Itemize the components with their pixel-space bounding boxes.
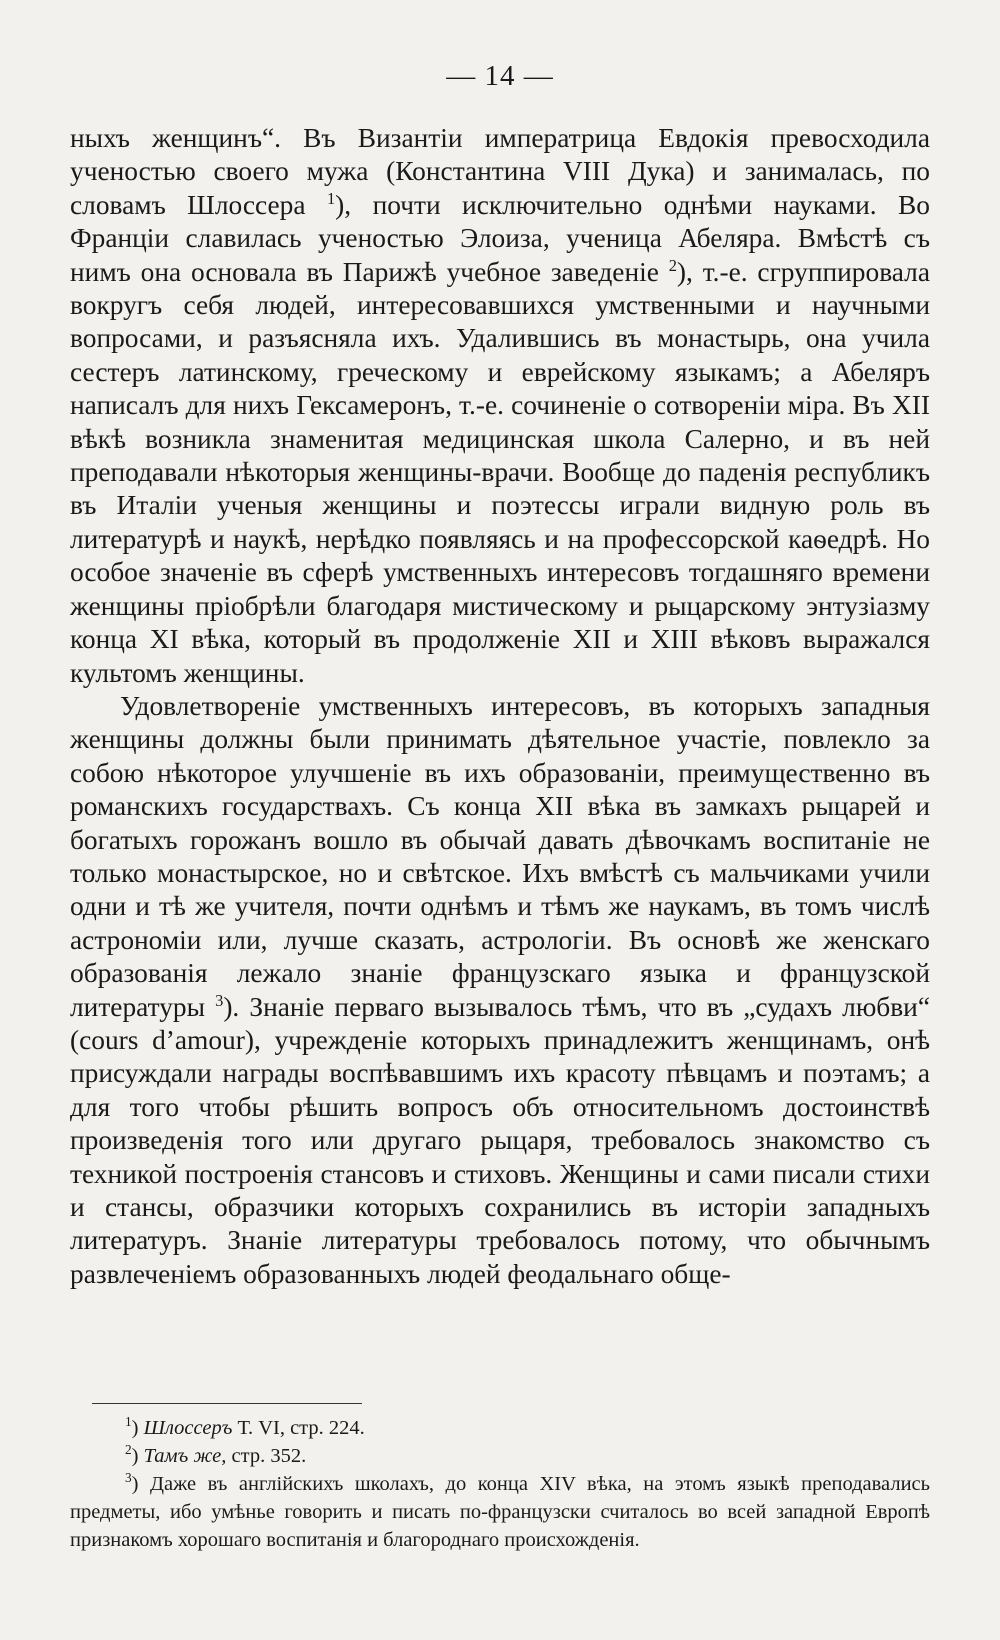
footnote-reference-1: 1 — [326, 188, 336, 208]
paragraph-1 — [70, 122, 930, 690]
footnote-2: $^2$) Тамъ же, стр. 352. — [125, 1442, 307, 1467]
footnote-text: Т. VI, стр. 224. — [232, 1417, 365, 1439]
footnote-text: стр. 352. — [226, 1445, 307, 1467]
footnote-3: $^3$) Даже въ англійскихъ школахъ, до конца XIV вѣка, на этомъ языкѣ преподавались предметы, ибо умѣнье говорить и писать по-французски считалось во всей западной Европѣ признакомъ хорошаго воспитанія и благороднаго происхожденія. — [70, 1470, 930, 1551]
footnote-mark: 3 — [125, 1470, 132, 1486]
footnote-mark: 2 — [125, 1442, 132, 1458]
footnote-reference-2: 2 — [668, 255, 677, 275]
footnote-italic: Шлоссеръ — [143, 1417, 233, 1439]
footnote-reference-3: 3 — [215, 990, 224, 1010]
page-number: — 14 — — [446, 60, 554, 92]
footnotes — [70, 1414, 930, 1554]
footnote-divider — [92, 1403, 362, 1404]
footnote-italic: Тамъ же, — [143, 1445, 227, 1467]
paragraph-text: ). Знаніе перваго вызывалось тѣмъ, что въ „судахъ любви“ (cours d’amour), учрежденіе которыхъ принадлежитъ женщинамъ, онѣ присуждали награды воспѣвавшимъ ихъ красоту пѣвцамъ и поэтамъ; а для того чтобы рѣшить вопросъ объ относительномъ достоинствѣ произведенія того или другаго рыцаря, требовалось знакомство съ техникой построенія стансовъ и стиховъ. Женщины и сами писали стихи и стансы, образчики которыхъ сохранились въ исторіи западныхъ литературъ. Знаніе литературы требовалось потому, что обычнымъ развлеченіемъ образованныхъ людей феодальнаго обще- — [70, 991, 930, 1289]
footnote-mark: 1 — [125, 1414, 132, 1430]
footnote-1: $^1$) Шлоссеръ Т. VI, стр. 224. — [125, 1414, 365, 1439]
footnote-text: Даже въ англійскихъ школахъ, до конца XIV вѣка, на этомъ языкѣ преподавались предметы, ибо умѣнье говорить и писать по-французски считалось во всей западной Европѣ признакомъ хорошаго воспитанія и благороднаго происхожденія. — [70, 1473, 930, 1551]
paragraph-text: ), т.-е. сгруппировала вокругъ себя людей, интересовавшихся умственными и научными вопросами, и разъясняла ихъ. Удалившись въ монастырь, она учила сестеръ латинскому, греческому и еврейскому языкамъ; а Абеляръ написалъ для нихъ Гексамеронъ, т.-е. сочиненіе о сотвореніи міра. Въ XII вѣкѣ возникла знаменитая медицинская школа Салерно, и въ ней преподавали нѣкоторыя женщины-врачи. Вообще до паденія республикъ въ Италіи ученыя женщины и поэтессы играли видную роль въ литературѣ и наукѣ, нерѣдко появляясь и на профессорской каѳедрѣ. Но особое значеніе въ сферѣ умственныхъ интересовъ тогдашняго времени женщины пріобрѣли благодаря мистическому и рыцарскому энтузіазму конца XI вѣка, который въ продолженіе XII и XIII вѣковъ выражался культомъ женщины. — [70, 256, 930, 688]
main-text — [70, 122, 930, 1291]
paragraph-text: ), почти исключительно однѣми науками. Во Франціи славилась ученостью Элоиза, ученица Абеляра. Вмѣстѣ съ нимъ она основала въ Парижѣ учебное заведеніе — [70, 189, 930, 287]
paragraph-2 — [70, 690, 930, 1291]
paragraph-text: ныхъ женщинъ“. Въ Византіи императрица Евдокія превосходила ученостью своего мужа (Константина VIII Дука) и занималась, по словамъ Шлоссера — [70, 123, 930, 220]
paragraph-text: Удовлетвореніе умственныхъ интересовъ, въ которыхъ западныя женщины должны были принимать дѣятельное участіе, повлекло за собою нѣкоторое улучшеніе въ ихъ образованіи, преимущественно въ романскихъ государствахъ. Съ конца XII вѣка въ замкахъ рыцарей и богатыхъ горожанъ вошло въ обычай давать дѣвочкамъ воспитаніе не только монастырское, но и свѣтское. Ихъ вмѣстѣ съ мальчиками учили одни и тѣ же учителя, почти однѣмъ и тѣмъ же наукамъ, въ томъ числѣ астрономіи или, лучше сказать, астрологіи. Въ основѣ же женскаго образованія лежало знаніе французскаго языка и французской литературы — [70, 690, 930, 1022]
